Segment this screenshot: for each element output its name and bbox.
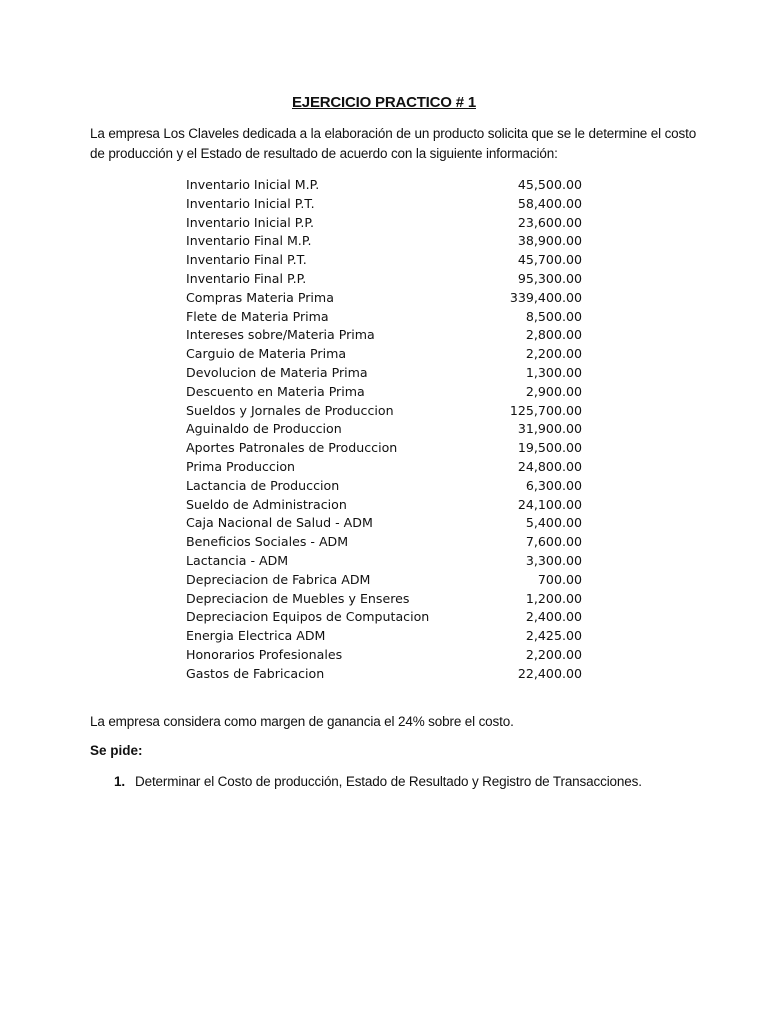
item-label: Aguinaldo de Produccion — [186, 421, 342, 437]
item-label: Sueldo de Administracion — [186, 496, 347, 512]
item-label: Inventario Inicial P.T. — [186, 195, 315, 211]
list-item — [186, 270, 582, 289]
item-label: Sueldos y Jornales de Produccion — [186, 402, 394, 418]
item-value: 3,300.00 — [525, 552, 582, 568]
list-item — [186, 251, 582, 270]
list-item — [186, 590, 582, 609]
list-item — [186, 646, 582, 665]
item-value: 7,600.00 — [525, 534, 582, 550]
se-pide-heading: Se pide: — [90, 743, 143, 758]
list-item — [186, 458, 582, 477]
item-label: Depreciacion de Muebles y Enseres — [186, 590, 410, 606]
list-item — [186, 665, 582, 684]
list-item — [186, 326, 582, 345]
list-item — [186, 402, 582, 421]
item-value: 22,400.00 — [517, 665, 582, 681]
list-item — [186, 571, 582, 590]
item-value: 23,600.00 — [517, 214, 582, 230]
task-text: Determinar el Costo de producción, Estado de Resultado y Registro de Transacciones. — [135, 774, 642, 789]
list-item — [186, 195, 582, 214]
item-label: Inventario Final M.P. — [186, 233, 312, 249]
document-title: EJERCICIO PRACTICO # 1 — [292, 94, 476, 111]
item-label: Prima Produccion — [186, 458, 296, 474]
list-item — [186, 176, 582, 195]
item-value: 2,900.00 — [525, 383, 582, 399]
item-label: Inventario Final P.P. — [186, 270, 307, 286]
data-list — [186, 176, 582, 684]
item-label: Depreciacion de Fabrica ADM — [186, 571, 371, 587]
item-label: Inventario Inicial M.P. — [186, 177, 320, 192]
item-label: Aportes Patronales de Produccion — [186, 440, 398, 456]
item-label: Carguio de Materia Prima — [186, 346, 347, 362]
list-item — [186, 627, 582, 646]
item-value: 2,800.00 — [525, 327, 582, 343]
item-label: Descuento en Materia Prima — [186, 383, 365, 399]
item-value: 24,800.00 — [517, 458, 582, 474]
task-number: 1. — [114, 774, 125, 789]
item-value: 58,400.00 — [517, 195, 582, 211]
item-value: 24,100.00 — [517, 496, 582, 512]
list-item — [186, 477, 582, 496]
list-item — [186, 345, 582, 364]
item-label: Compras Materia Prima — [186, 289, 334, 305]
item-value: 8,500.00 — [525, 308, 582, 324]
item-label: Honorarios Profesionales — [186, 646, 343, 662]
list-item — [186, 289, 582, 308]
item-label: Beneficios Sociales - ADM — [186, 534, 349, 550]
item-value: 45,700.00 — [517, 252, 582, 268]
list-item — [186, 608, 582, 627]
item-value: 31,900.00 — [517, 421, 582, 437]
list-item — [186, 364, 582, 383]
item-label: Devolucion de Materia Prima — [186, 364, 368, 380]
item-label: Flete de Materia Prima — [186, 308, 329, 324]
item-value: 1,300.00 — [525, 364, 582, 380]
item-value: 125,700.00 — [509, 402, 582, 418]
list-item — [186, 420, 582, 439]
item-value: 38,900.00 — [517, 233, 582, 249]
item-value: 6,300.00 — [525, 477, 582, 493]
item-value: 5,400.00 — [525, 515, 582, 531]
item-value: 2,200.00 — [525, 346, 582, 362]
list-item — [186, 439, 582, 458]
list-item — [186, 514, 582, 533]
list-item — [186, 552, 582, 571]
list-item — [186, 232, 582, 251]
item-label: Inventario Final P.T. — [186, 252, 307, 268]
list-item — [186, 496, 582, 515]
item-value: 2,400.00 — [525, 609, 582, 625]
item-label: Caja Nacional de Salud - ADM — [186, 515, 373, 531]
item-label: Intereses sobre/Materia Prima — [186, 327, 375, 343]
item-label: Depreciacion Equipos de Computacion — [186, 609, 430, 625]
list-item — [186, 383, 582, 402]
item-value: 700.00 — [537, 571, 582, 587]
list-item — [186, 533, 582, 552]
item-value: 19,500.00 — [517, 440, 582, 456]
item-label: Gastos de Fabricacion — [186, 665, 325, 681]
intro-paragraph: La empresa Los Claveles dedicada a la elaboración de un producto solicita que se le determine el costo de producción y el Estado de resultado de acuerdo con la siguiente información: — [90, 126, 697, 161]
item-label: Inventario Inicial P.P. — [186, 214, 315, 230]
item-value: 95,300.00 — [517, 270, 582, 286]
list-item — [186, 308, 582, 327]
item-label: Lactancia - ADM — [186, 552, 289, 568]
item-value: 45,500.00 — [517, 177, 582, 192]
item-value: 339,400.00 — [509, 289, 582, 305]
item-label: Lactancia de Produccion — [186, 477, 340, 493]
task-item — [114, 772, 642, 792]
margin-note: La empresa considera como margen de ganancia el 24% sobre el costo. — [90, 714, 514, 729]
list-item — [186, 214, 582, 233]
item-value: 1,200.00 — [525, 590, 582, 606]
item-label: Energia Electrica ADM — [186, 628, 326, 644]
item-value: 2,425.00 — [525, 628, 582, 644]
item-value: 2,200.00 — [525, 646, 582, 662]
